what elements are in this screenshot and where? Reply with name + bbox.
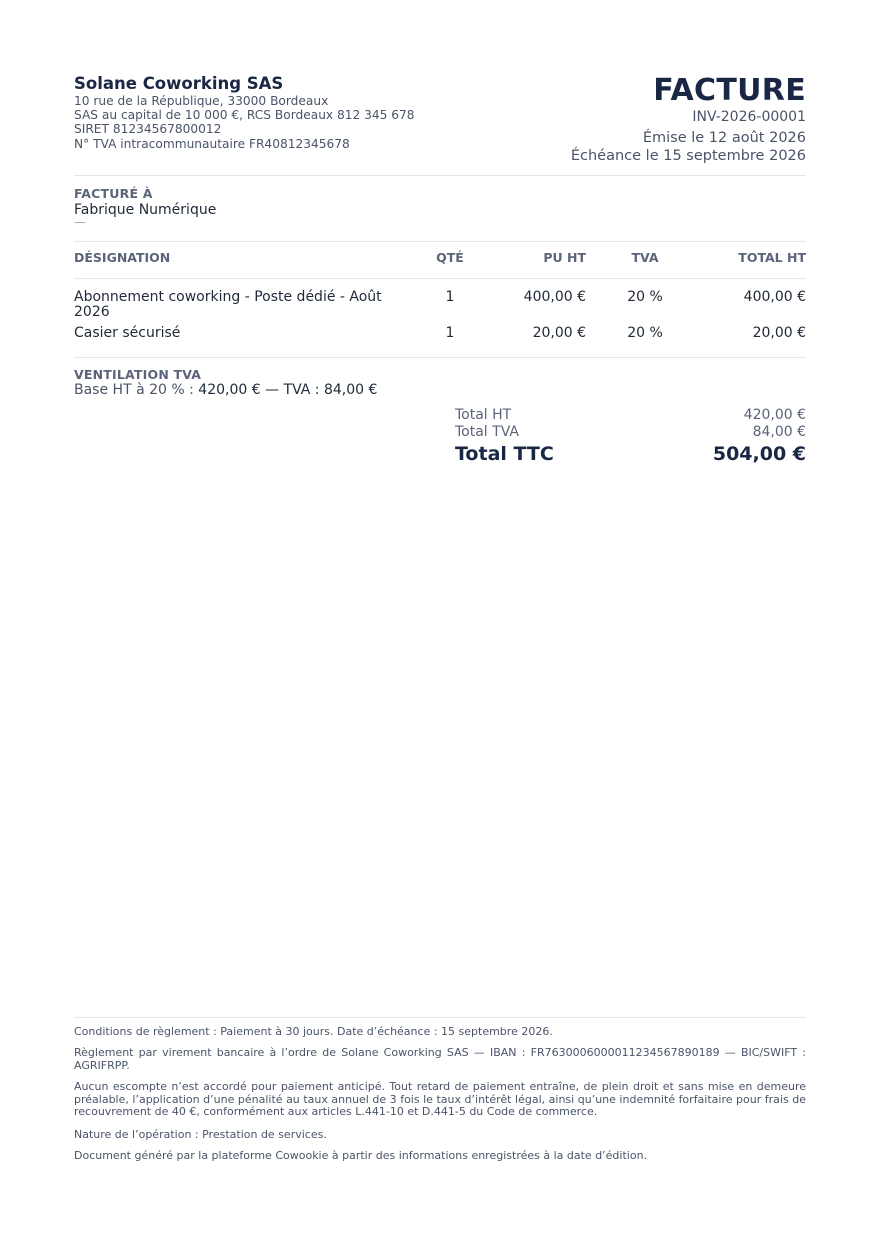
total-tva-label: Total TVA: [455, 424, 519, 440]
invoice-number: INV-2026-00001: [692, 109, 806, 125]
row-vat: 20 %: [627, 289, 663, 305]
total-ht-value: 420,00 €: [743, 407, 806, 423]
seller-name: Solane Coworking SAS: [74, 74, 284, 93]
bill-to-name: Fabrique Numérique: [74, 202, 217, 218]
invoice-header: [74, 74, 806, 174]
vat-separator: — TVA :: [260, 382, 324, 398]
vat-breakdown-line: [74, 382, 377, 398]
total-ttc-value: 504,00 €: [712, 443, 806, 465]
row-qty: 1: [445, 325, 455, 341]
row-vat: 20 %: [627, 325, 663, 341]
issue-date: Émise le 12 août 2026: [642, 130, 806, 146]
bill-to-label: FACTURÉ À: [74, 186, 153, 201]
seller-address: 10 rue de la République, 33000 Bordeaux: [74, 94, 329, 108]
vat-amount: 84,00 €: [323, 382, 378, 398]
late-penalties: Aucun escompte n’est accordé pour paiement anticipé. Tout retard de paiement entraîne, de plein droit et sans mise en demeure préalable, l’application d’une pénalité au taux annuel de 3 fois le taux d’intérêt légal, ainsi qu’une indemnité forfaitaire pour frais de recouvrement de 40 €, conformément aux articles L.441-10 et D.441-5 du Code de commerce.: [74, 1080, 806, 1119]
payment-instructions: Règlement par virement bancaire à l’ordre de Solane Coworking SAS — IBAN : FR7630006000011234567890189 — BIC/SWIFT : AGRIFRPP.: [74, 1046, 806, 1072]
row-unit-price: 20,00 €: [532, 325, 586, 341]
row-total: 20,00 €: [752, 325, 806, 341]
bill-to-extra: —: [74, 215, 86, 229]
payment-terms: Conditions de règlement : Paiement à 30 jours. Date d’échéance : 15 septembre 2026.: [74, 1025, 553, 1038]
document-title: FACTURE: [653, 73, 806, 108]
table-bottom-divider: [74, 357, 806, 358]
row-qty: 1: [445, 289, 455, 305]
row-designation-continued: 2026: [74, 304, 110, 320]
header-divider: [74, 175, 806, 176]
col-designation-header: DÉSIGNATION: [74, 250, 171, 265]
generated-note: Document généré par la plateforme Cowookie à partir des informations enregistrées à la date d’édition.: [74, 1149, 648, 1162]
operation-nature: Nature de l’opération : Prestation de services.: [74, 1128, 327, 1141]
vat-breakdown-label: VENTILATION TVA: [74, 367, 202, 382]
row-designation: Casier sécurisé: [74, 325, 181, 341]
table-top-divider: [74, 241, 806, 242]
total-ht-label: Total HT: [455, 407, 512, 423]
due-date: Échéance le 15 septembre 2026: [570, 148, 806, 164]
row-unit-price: 400,00 €: [523, 289, 586, 305]
seller-siret: SIRET 81234567800012: [74, 122, 222, 136]
footer-divider: [74, 1017, 806, 1018]
col-unit-price-header: PU HT: [543, 250, 586, 265]
seller-legal: SAS au capital de 10 000 €, RCS Bordeaux 812 345 678: [74, 108, 415, 122]
row-designation: Abonnement coworking - Poste dédié - Août: [74, 289, 382, 305]
invoice-page: [74, 0, 806, 1245]
vat-base-amount: 420,00 €: [198, 382, 261, 398]
seller-vat-number: N° TVA intracommunautaire FR40812345678: [74, 137, 350, 151]
col-total-header: TOTAL HT: [738, 250, 806, 265]
total-tva-value: 84,00 €: [752, 424, 806, 440]
col-vat-header: TVA: [631, 250, 659, 265]
total-ttc-label: Total TTC: [455, 443, 554, 465]
table-header-divider: [74, 278, 806, 279]
row-total: 400,00 €: [743, 289, 806, 305]
col-qty-header: QTÉ: [436, 250, 464, 265]
vat-base-prefix: Base HT à 20 % :: [74, 382, 199, 398]
